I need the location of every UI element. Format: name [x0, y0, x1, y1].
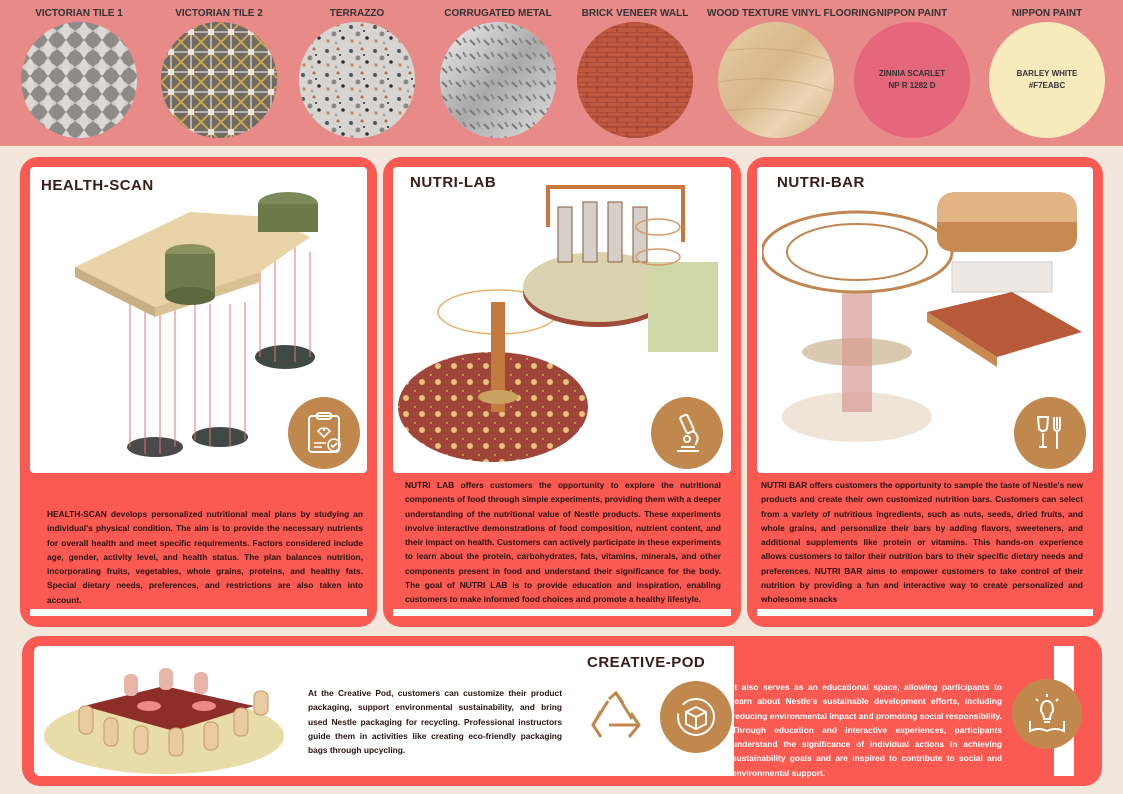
- creative-pod-title: CREATIVE-POD: [587, 654, 706, 671]
- glass-fork-knife-icon: [1014, 397, 1086, 469]
- creative-pod-illustration: [44, 646, 314, 776]
- zinnia-scarlet-swatch: [854, 22, 970, 138]
- lightbulb-book-icon: [1012, 679, 1082, 749]
- material-brick-veneer: [566, 6, 704, 138]
- corrugated-metal-swatch: [440, 22, 556, 138]
- terrazzo-swatch: [299, 22, 415, 138]
- nutri-bar-description: NUTRI BAR offers customers the opportunity to sample the taste of Nestle's new products and create their own customized nutrition bars. Customers can select from a variety of nutritious ingredients, such as nuts, seeds, dried fruits, and whole grains, and personalize their bars by adding flavors, sweeteners, and additional supplements like protein or vitamins. This hands-on experience allows customers to tailor their nutrition bars to their specific dietary needs and preferences. NUTRI BAR aims to empower customers to take control of their nutrition by providing a fun and interactive way to create personalized and wholesome snacks: [761, 480, 1083, 605]
- creative-pod-panel: [34, 646, 734, 776]
- health-checklist-icon: [288, 397, 360, 469]
- card-footer-bar: [393, 609, 731, 616]
- card-footer-bar: [757, 609, 1093, 616]
- paint-code: NP R 1282 D: [888, 81, 936, 90]
- microscope-icon: [651, 397, 723, 469]
- nutri-lab-card: [383, 157, 741, 627]
- material-label: NIPPON PAINT: [1011, 8, 1083, 19]
- material-barley-white: [978, 6, 1116, 138]
- health-scan-title: HEALTH-SCAN: [41, 177, 154, 194]
- nutri-lab-title: NUTRI-LAB: [410, 174, 497, 191]
- paint-name: ZINNIA SCARLET: [878, 69, 946, 78]
- paint-code: #F7EABC: [1028, 81, 1066, 90]
- barley-white-swatch: [989, 22, 1105, 138]
- nutri-lab-description: NUTRI LAB offers customers the opportunity to explore the nutritional components of food through simple experiments, providing them with a deeper understanding of the nutritional value of Nestle products. These experiments involve interactive demonstrations of food composition, nutrient content, and their impact on health. Customers can actively participate in these experiments to learn about the protein, carbohydrates, fats, vitamins, minerals, and other components present in food and understand their significance for the body. The goal of NUTRI LAB is to provide education and inspiration, enabling customers to make informed food choices and promote a healthy lifestyle.: [405, 480, 721, 605]
- material-label: CORRUGATED METAL: [444, 8, 552, 19]
- material-corrugated-metal: [429, 6, 567, 138]
- material-wood-vinyl: [707, 6, 877, 138]
- victorian-tile-1-swatch: [21, 22, 137, 138]
- material-label: VICTORIAN TILE 1: [35, 8, 123, 19]
- wood-vinyl-swatch: [718, 22, 834, 138]
- material-label: NIPPON PAINT: [876, 8, 948, 19]
- paint-name: BARLEY WHITE: [1016, 69, 1078, 78]
- brick-veneer-swatch: [577, 22, 693, 138]
- material-victorian-tile-2: [150, 6, 288, 138]
- material-label: BRICK VENEER WALL: [581, 8, 689, 19]
- card-footer-bar: [30, 609, 367, 616]
- material-terrazzo: [288, 6, 426, 138]
- recycle-icon: [581, 683, 651, 753]
- nutri-bar-card: [747, 157, 1103, 627]
- creative-pod-description: At the Creative Pod, customers can customize their product packaging, support environmental sustainability, and bring used Nestle packaging for recycling. Professional instructors guide them in activities like creating eco-friendly packaging bags through upcycling.: [308, 688, 562, 756]
- creative-pod-card: [22, 636, 1102, 786]
- health-scan-card: [20, 157, 377, 627]
- nutri-bar-title: NUTRI-BAR: [777, 174, 865, 191]
- material-zinnia-scarlet: [843, 6, 981, 138]
- victorian-tile-2-swatch: [161, 22, 277, 138]
- health-scan-description: HEALTH-SCAN develops personalized nutritional meal plans by studying an individual's physical condition. The aim is to provide the necessary nutrients for overall health and meet specific requirements. Factors considered include age, gender, activity level, and health status. The plan balances nutrition, incorporating fruits, vegetables, whole grains, proteins, and healthy fats. Special dietary needs, preferences, and restrictions are also taken into account.: [47, 509, 363, 605]
- material-label: TERRAZZO: [329, 8, 385, 19]
- material-victorian-tile-1: [10, 6, 148, 138]
- package-recycle-icon: [660, 681, 732, 753]
- creative-pod-description-2: It also serves as an educational space, allowing participants to learn about Nestle's sustainable development efforts, including reducing environmental impact and promoting social responsibility. Through education and interactive experiences, participants understand the significance of individual actions in achieving sustainability goals and are inspired to contribute to social and environmental support.: [732, 682, 1002, 778]
- material-label: VICTORIAN TILE 2: [175, 8, 263, 19]
- material-label: WOOD TEXTURE VINYL FLOORING: [707, 8, 877, 19]
